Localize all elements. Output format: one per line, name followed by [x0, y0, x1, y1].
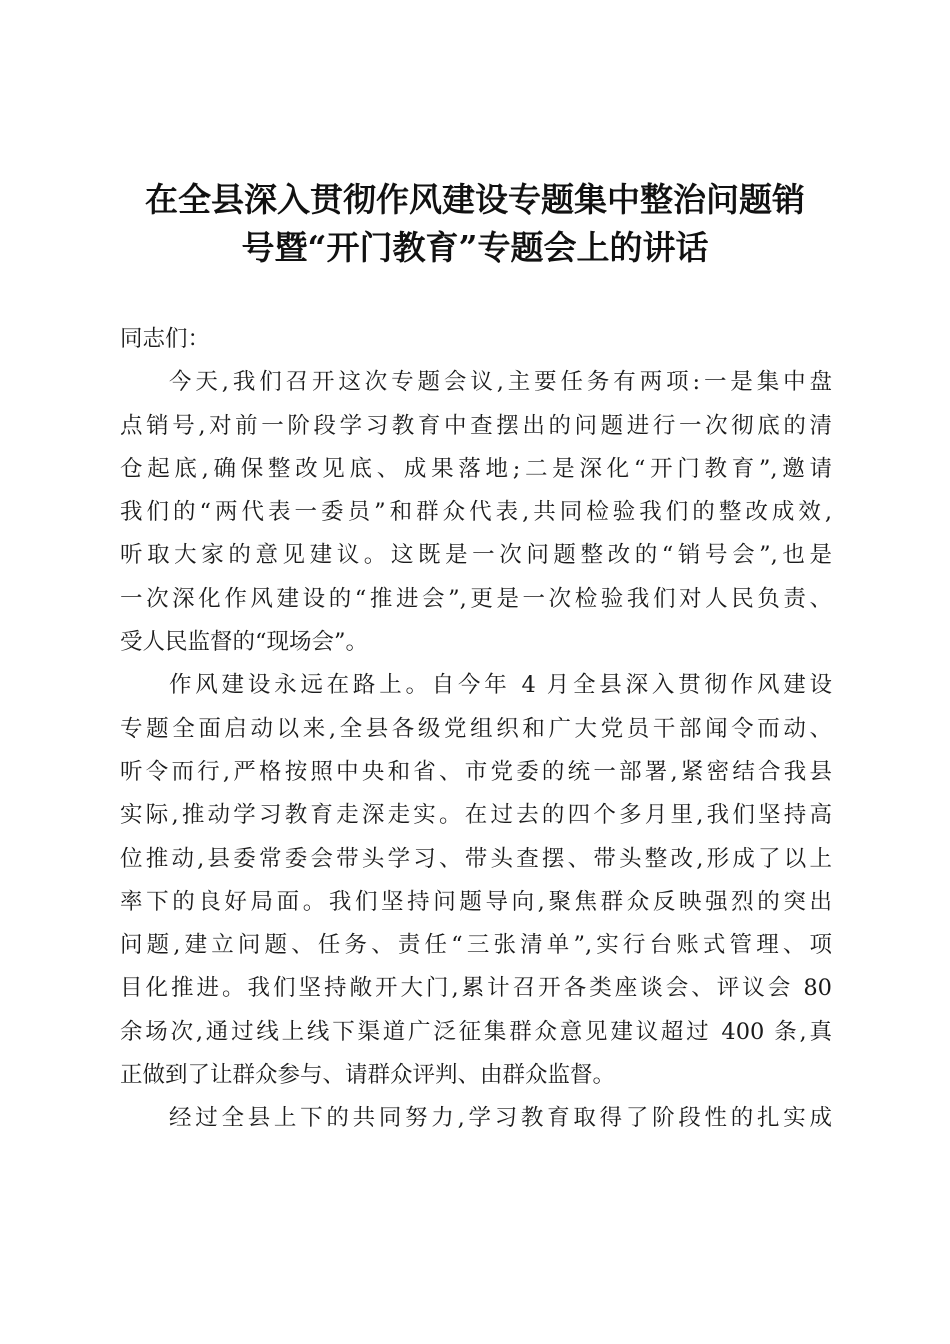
- paragraph-2-line: 实际,推动学习教育走深走实。在过去的四个多月里,我们坚持高: [120, 802, 832, 829]
- paragraph-2-line: 专题全面启动以来,全县各级党组织和广大党员干部闻令而动、: [120, 715, 832, 742]
- paragraph-2-line: 率下的良好局面。我们坚持问题导向,聚焦群众反映强烈的突出: [120, 888, 832, 915]
- paragraph-2-line: 位推动,县委常委会带头学习、带头查摆、带头整改,形成了以上: [120, 845, 832, 872]
- paragraph-1-line: 今天,我们召开这次专题会议,主要任务有两项:一是集中盘: [169, 369, 832, 396]
- salutation: 同志们：: [120, 326, 211, 352]
- paragraph-1-line: 仓起底,确保整改见底、成果落地;二是深化“开门教育”,邀请: [120, 455, 832, 482]
- paragraph-1-line: 点销号,对前一阶段学习教育中查摆出的问题进行一次彻底的清: [120, 412, 832, 439]
- paragraph-3-line: 经过全县上下的共同努力,学习教育取得了阶段性的扎实成: [169, 1105, 832, 1132]
- paragraph-1-line: 一次深化作风建设的“推进会”,更是一次检验我们对人民负责、: [120, 585, 832, 612]
- paragraph-2-line: 目化推进。我们坚持敞开大门,累计召开各类座谈会、评议会 80: [120, 975, 832, 1002]
- paragraph-2-line: 正做到了让群众参与、请群众评判、由群众监督。: [120, 1062, 616, 1089]
- paragraph-1-line: 我们的“两代表一委员”和群众代表,共同检验我们的整改成效,: [120, 499, 832, 526]
- paragraph-1-line: 受人民监督的“现场会”。: [120, 629, 369, 656]
- document-title: [100, 176, 850, 272]
- document-body: [120, 318, 832, 1141]
- paragraph-1-line: 听取大家的意见建议。这既是一次问题整改的“销号会”,也是: [120, 542, 832, 569]
- paragraph-2-line: 作风建设永远在路上。自今年 4 月全县深入贯彻作风建设: [169, 672, 832, 699]
- paragraph-2-line: 余场次,通过线上线下渠道广泛征集群众意见建议超过 400 条,真: [120, 1018, 832, 1045]
- paragraph-2-line: 问题,建立问题、任务、责任“三张清单”,实行台账式管理、项: [120, 932, 832, 959]
- paragraph-2-line: 听令而行,严格按照中央和省、市党委的统一部署,紧密结合我县: [120, 758, 832, 785]
- title-line-2: 号暨“开门教育”专题会上的讲话: [241, 228, 709, 267]
- title-line-1: 在全县深入贯彻作风建设专题集中整治问题销: [145, 180, 805, 219]
